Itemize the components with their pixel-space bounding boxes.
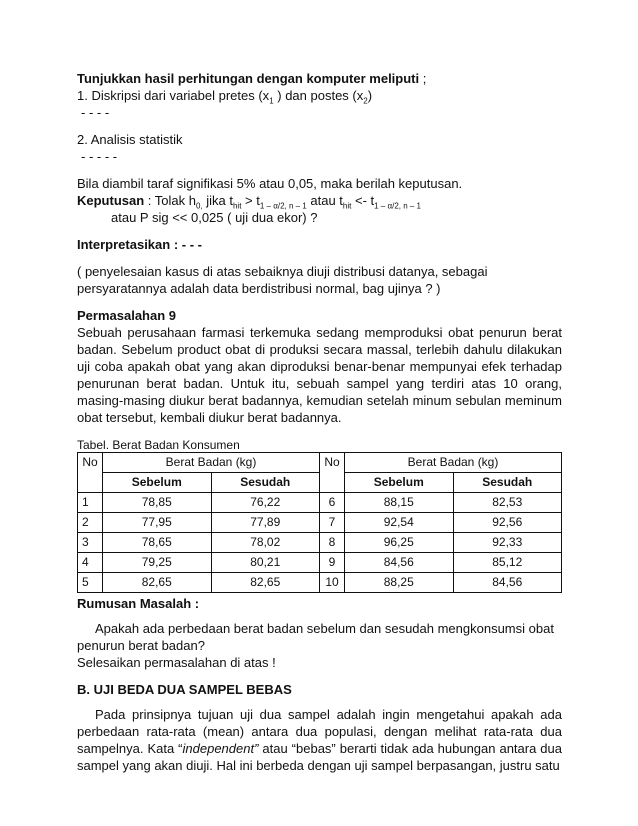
cell-no: 6 (320, 493, 345, 513)
section-b-title: B. UJI BEDA DUA SAMPEL BEBAS (77, 682, 292, 697)
problem-9-body: Sebuah perusahaan farmasi terkemuka sedang memproduksi obat penurun berat badan. Sebelum product obat di produksi secara massal, terlebih dahulu dilakukan uji coba apakah obat yang akan diproduksi benar-benar mempunyai efek terhadap penurunan berat badan. Untuk itu, sebuah sampel yang terdiri atas 10 orang, masing-masing diukur berat badannya, kemudian setelah minum sebulan meminum obat tersebut, kembali diukur berat badannya. (77, 325, 562, 425)
col-sesudah-left: Sesudah (211, 473, 320, 493)
cell-no: 7 (320, 513, 345, 533)
cell-value: 82,53 (453, 493, 562, 513)
significance-text: Bila diambil taraf signifikasi 5% atau 0,05, maka berilah keputusan. (77, 176, 463, 191)
cell-no: 4 (78, 553, 103, 573)
table-row (78, 533, 562, 553)
decision-label: Keputusan (77, 193, 145, 208)
cell-value: 78,85 (103, 493, 212, 513)
rumusan-instruction: Selesaikan permasalahan di atas ! (77, 655, 276, 670)
dash-line-1: - - - - (81, 105, 110, 120)
table-header-row (78, 453, 562, 473)
cell-value: 92,56 (453, 513, 562, 533)
item-2-analysis: 2. Analisis statistik (77, 132, 183, 147)
cell-no: 10 (320, 573, 345, 593)
item-1-text-b: ) dan postes (x (273, 88, 364, 103)
cell-value: 82,65 (103, 573, 212, 593)
cell-value: 85,12 (453, 553, 562, 573)
cell-value: 79,25 (103, 553, 212, 573)
instruction-heading-tail: ; (419, 71, 427, 86)
rumusan-title: Rumusan Masalah : (77, 596, 200, 611)
decision-sub-1: hit (232, 201, 242, 211)
decision-sub-0: 0, (195, 201, 203, 211)
decision-text-a: : Tolak h (144, 193, 196, 208)
cell-value: 76,22 (211, 493, 320, 513)
cell-value: 84,56 (345, 553, 454, 573)
col-sesudah-right: Sesudah (453, 473, 562, 493)
normality-note: ( penyelesaian kasus di atas sebaiknya diuji distribusi datanya, sebagai persyaratannya adalah data berdistribusi normal, bag ujinya ? ) (77, 264, 488, 296)
col-no-left: No (78, 453, 103, 493)
section-b-body (77, 706, 562, 774)
decision-text-e: <- t (351, 193, 375, 208)
table-row (78, 553, 562, 573)
table-row (78, 513, 562, 533)
section-b-text-a: Pada prinsipnya tujuan uji dua sampel adalah ingin mengetahui apakah ada perbedaan rata-rata (mean) antara dua populasi, dengan melihat rata-rata dua sampelnya. Kata “ (77, 707, 562, 756)
decision-sub-4: 1 – α/2, n – 1 (374, 201, 422, 211)
decision-line (77, 192, 562, 209)
cell-value: 77,95 (103, 513, 212, 533)
cell-value: 78,65 (103, 533, 212, 553)
cell-value: 78,02 (211, 533, 320, 553)
cell-no: 9 (320, 553, 345, 573)
cell-value: 88,15 (345, 493, 454, 513)
cell-value: 80,21 (211, 553, 320, 573)
section-b-italic: independent” (182, 741, 259, 756)
dash-line-2: - - - - - (81, 149, 118, 164)
col-no-right: No (320, 453, 345, 493)
weight-table (77, 452, 562, 593)
item-1-text-c: ) (367, 88, 373, 103)
instruction-heading (77, 70, 562, 87)
cell-value: 92,54 (345, 513, 454, 533)
table-row (78, 493, 562, 513)
decision-text-c: > t (241, 193, 260, 208)
cell-no: 3 (78, 533, 103, 553)
decision-sub-3: hit (342, 201, 352, 211)
col-berat-right: Berat Badan (kg) (345, 453, 562, 473)
cell-no: 8 (320, 533, 345, 553)
rumusan-question: Apakah ada perbedaan berat badan sebelum dan sesudah mengkonsumsi obat penurun berat badan? (77, 621, 554, 653)
decision-sub-2: 1 – α/2, n – 1 (259, 201, 307, 211)
cell-value: 84,56 (453, 573, 562, 593)
instruction-heading-text: Tunjukkan hasil perhitungan dengan komputer meliputi (77, 71, 420, 86)
item-1-description (77, 87, 562, 104)
item-1-sub-2: 2 (363, 96, 368, 106)
cell-value: 77,89 (211, 513, 320, 533)
decision-text-d: atau t (306, 193, 343, 208)
table-caption: Tabel. Berat Badan Konsumen (77, 438, 240, 452)
problem-9-title: Permasalahan 9 (77, 308, 177, 323)
item-1-sub-1: 1 (269, 96, 274, 106)
document-page (77, 70, 562, 774)
cell-value: 88,25 (345, 573, 454, 593)
interpret-heading: Interpretasikan : - - - (77, 237, 202, 252)
decision-alt: atau P sig << 0,025 ( uji dua ekor) ? (111, 210, 318, 225)
section-b-text-b: atau “bebas” berarti tidak ada hubungan antara dua sampel yang akan diuji. Hal ini berbeda dengan uji sampel berpasangan, justru satu (77, 741, 562, 773)
cell-no: 5 (78, 573, 103, 593)
col-sebelum-left: Sebelum (103, 473, 212, 493)
item-1-text-a: 1. Diskripsi dari variabel pretes (x (77, 88, 270, 103)
col-berat-left: Berat Badan (kg) (103, 453, 320, 473)
col-sebelum-right: Sebelum (345, 473, 454, 493)
cell-no: 1 (78, 493, 103, 513)
cell-value: 82,65 (211, 573, 320, 593)
cell-no: 2 (78, 513, 103, 533)
decision-text-b: jika t (202, 193, 233, 208)
cell-value: 92,33 (453, 533, 562, 553)
table-row (78, 573, 562, 593)
cell-value: 96,25 (345, 533, 454, 553)
